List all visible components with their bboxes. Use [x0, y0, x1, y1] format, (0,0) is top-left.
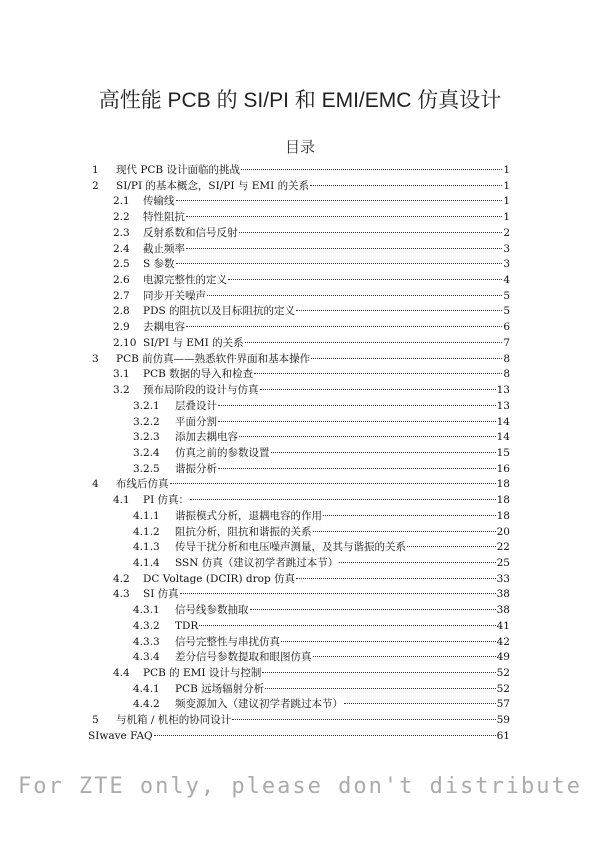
toc-entry[interactable] — [88, 493, 510, 509]
dot-leader — [232, 719, 495, 720]
toc-entry-number: 2.6 — [113, 274, 130, 287]
toc-entry-number: 1 — [92, 164, 99, 176]
toc-entry-page: 57 — [496, 698, 510, 711]
toc-entry-page: 14 — [496, 415, 510, 428]
toc-entry-number: 3.2.4 — [133, 446, 160, 459]
toc-entry[interactable] — [88, 697, 510, 713]
toc-entry-number: 4.4.1 — [133, 682, 160, 695]
watermark: For ZTE only, please don't distribute — [17, 774, 583, 799]
dot-leader — [239, 232, 503, 233]
toc-entry-page: 33 — [496, 572, 510, 585]
toc-entry[interactable] — [88, 304, 510, 320]
toc-entry-number: 2.9 — [113, 321, 130, 334]
toc-entry-page: 15 — [496, 446, 510, 459]
toc-entry-title: 层叠设计 — [175, 399, 217, 412]
dot-leader — [186, 216, 502, 217]
toc-entry[interactable] — [88, 273, 510, 289]
toc-entry-number: 3.2.5 — [133, 462, 160, 475]
toc-entry-title: 谐振分析 — [175, 462, 217, 475]
dot-leader — [218, 421, 496, 422]
dot-leader — [311, 358, 502, 359]
toc-entry[interactable] — [88, 635, 510, 651]
dot-leader — [228, 279, 502, 280]
dot-leader — [199, 625, 495, 626]
toc-entry-title: SI/PI 的基本概念，SI/PI 与 EMI 的关系 — [116, 179, 310, 192]
dot-leader — [186, 248, 502, 249]
dot-leader — [296, 310, 502, 311]
toc-entry-page: 16 — [496, 462, 510, 475]
toc-entry-title: 频变源加入（建议初学者跳过本节） — [175, 698, 343, 711]
toc-entry-number: 3.2.3 — [133, 431, 160, 444]
toc-entry-page: 25 — [496, 556, 510, 569]
toc-entry-title: 谐振模式分析，退耦电容的作用 — [175, 509, 322, 522]
dot-leader — [190, 499, 496, 500]
dot-leader — [239, 436, 496, 437]
toc-entry-page: 8 — [503, 352, 510, 365]
toc-entry-title: PDS 的阻抗以及目标阻抗的定义 — [143, 305, 296, 318]
dot-leader — [207, 295, 502, 296]
toc-entry-page: 18 — [496, 494, 510, 507]
dot-leader — [254, 373, 502, 374]
toc-entry-number: 4.1.4 — [133, 556, 160, 569]
toc-entry-number: 4.3 — [113, 588, 130, 601]
toc-entry-number: 4.1.1 — [133, 509, 160, 522]
toc-entry-title: 传导干扰分析和电压噪声测量，及其与谐振的关系 — [175, 541, 406, 554]
dot-leader — [407, 546, 496, 547]
toc-entry-number: 4.3.2 — [133, 619, 160, 632]
toc-entry-page: 3 — [503, 258, 510, 271]
dot-leader — [176, 263, 503, 264]
dot-leader — [310, 185, 502, 186]
toc-entry-title: PI 仿真： — [143, 494, 190, 507]
toc-entry[interactable] — [88, 619, 510, 635]
toc-entry-page: 49 — [496, 651, 510, 664]
toc-entry-title: 阻抗分析，阻抗和谐振的关系 — [175, 525, 312, 538]
toc-entry-title: SIwave FAQ — [88, 729, 153, 742]
dot-leader — [218, 468, 496, 469]
toc-entry[interactable] — [88, 572, 510, 588]
toc-entry-number: 2.4 — [113, 242, 130, 255]
toc-entry-page: 61 — [496, 729, 510, 742]
dot-leader — [218, 405, 496, 406]
toc-entry-page: 59 — [496, 714, 510, 727]
dot-leader — [313, 656, 496, 657]
toc-entry-number: 4.1.2 — [133, 525, 160, 538]
toc-entry[interactable] — [88, 210, 510, 226]
toc-entry-number: 2.1 — [113, 195, 130, 208]
toc-entry[interactable] — [88, 477, 510, 493]
toc-entry-title: SI/PI 与 EMI 的关系 — [143, 336, 244, 349]
dot-leader — [154, 735, 496, 736]
toc-entry-page: 22 — [496, 541, 510, 554]
dot-leader — [344, 703, 496, 704]
dot-leader — [260, 389, 496, 390]
toc-entry[interactable] — [88, 446, 510, 462]
dot-leader — [271, 452, 496, 453]
dot-leader — [296, 578, 496, 579]
dot-leader — [323, 515, 496, 516]
toc-entry-number: 4.1 — [113, 494, 130, 507]
toc-entry-title: 差分信号参数提取和眼图仿真 — [175, 651, 312, 664]
toc-entry-title: 电源完整性的定义 — [143, 274, 227, 287]
toc-entry[interactable] — [88, 462, 510, 478]
dot-leader — [313, 531, 496, 532]
toc-entry-number: 3.1 — [113, 368, 130, 381]
toc-entry-title: 截止频率 — [143, 242, 185, 255]
dot-leader — [176, 200, 503, 201]
toc-entry-number: 4.3.1 — [133, 604, 160, 617]
toc-entry-page: 1 — [503, 179, 510, 192]
toc-entry-title: 同步开关噪声 — [143, 289, 206, 302]
toc-entry-number: 4.3.3 — [133, 635, 160, 648]
toc-entry-title: SSN 仿真（建议初学者跳过本节） — [175, 556, 339, 569]
toc-entry-page: 2 — [503, 226, 510, 239]
toc-entry-number: 3.2.2 — [133, 415, 160, 428]
toc-entry-page: 41 — [496, 619, 510, 632]
toc-entry-page: 5 — [503, 305, 510, 318]
toc-entry[interactable] — [88, 352, 510, 368]
toc-entry[interactable] — [88, 336, 510, 352]
toc-entry-number: 4.1.3 — [133, 541, 160, 554]
toc-entry-title: 去耦电容 — [143, 321, 185, 334]
toc-entry-title: 传输线 — [143, 195, 175, 208]
toc-entry-number: 2.8 — [113, 305, 130, 318]
dot-leader — [281, 641, 496, 642]
toc-entry-title: 特性阻抗 — [143, 211, 185, 224]
table-of-contents — [88, 163, 510, 745]
toc-entry-page: 1 — [503, 164, 510, 176]
toc-entry-page: 7 — [503, 336, 510, 349]
toc-entry-page: 18 — [496, 478, 510, 491]
toc-entry-number: 4.2 — [113, 572, 130, 585]
toc-entry-number: 3.2 — [113, 384, 130, 397]
toc-entry-number: 2.2 — [113, 211, 130, 224]
toc-entry-title: 添加去耦电容 — [175, 431, 238, 444]
toc-entry-page: 20 — [496, 525, 510, 538]
dot-leader — [339, 562, 495, 563]
dot-leader — [180, 593, 496, 594]
toc-entry-title: 预布局阶段的设计与仿真 — [143, 384, 259, 397]
dot-leader — [170, 483, 496, 484]
toc-entry[interactable] — [88, 587, 510, 603]
toc-entry-number: 2.3 — [113, 226, 130, 239]
toc-entry-page: 6 — [503, 321, 510, 334]
toc-entry[interactable] — [88, 430, 510, 446]
toc-entry[interactable] — [88, 556, 510, 572]
toc-entry-title: PCB 数据的导入和检查 — [143, 368, 254, 381]
toc-entry[interactable] — [88, 682, 510, 698]
toc-entry-page: 13 — [496, 384, 510, 397]
toc-entry[interactable] — [88, 383, 510, 399]
toc-entry-title: 反射系数和信号反射 — [143, 226, 238, 239]
toc-entry[interactable] — [88, 367, 510, 383]
toc-entry[interactable] — [88, 509, 510, 525]
toc-entry[interactable] — [88, 320, 510, 336]
toc-entry-title: TDR — [175, 619, 199, 632]
toc-entry-page: 13 — [496, 399, 510, 412]
toc-entry-number: 5 — [92, 714, 99, 727]
dot-leader — [186, 326, 502, 327]
toc-entry-number: 4.4 — [113, 667, 130, 679]
toc-entry-title: 布线后仿真 — [116, 478, 169, 491]
toc-entry-number: 2 — [92, 179, 99, 192]
toc-entry-page: 4 — [503, 274, 510, 287]
toc-entry-title: 平面分割 — [175, 415, 217, 428]
toc-entry-page: 3 — [503, 242, 510, 255]
toc-entry-page: 5 — [503, 289, 510, 302]
toc-entry-number: 2.7 — [113, 289, 130, 302]
toc-entry-page: 1 — [503, 211, 510, 224]
toc-entry[interactable] — [88, 415, 510, 431]
toc-entry-title: PCB 前仿真——熟悉软件界面和基本操作 — [116, 352, 311, 365]
toc-entry-page: 38 — [496, 588, 510, 601]
toc-entry-title: 仿真之前的参数设置 — [175, 446, 270, 459]
toc-entry[interactable] — [88, 729, 510, 745]
toc-entry-title: 信号完整性与串扰仿真 — [175, 635, 280, 648]
toc-entry[interactable] — [88, 650, 510, 666]
toc-entry-title: 信号线参数抽取 — [175, 604, 249, 617]
toc-entry-page: 14 — [496, 431, 510, 444]
toc-entry-title: 与机箱 / 机柜的协同设计 — [116, 714, 232, 727]
toc-entry[interactable] — [88, 242, 510, 258]
dot-leader — [250, 609, 496, 610]
toc-entry[interactable] — [88, 179, 510, 195]
toc-entry[interactable] — [88, 289, 510, 305]
toc-entry[interactable] — [88, 525, 510, 541]
toc-entry-page: 38 — [496, 604, 510, 617]
toc-entry-number: 2.5 — [113, 258, 130, 271]
toc-entry-title: PCB 的 EMI 设计与控制 — [143, 667, 262, 679]
toc-entry-page: 42 — [496, 635, 510, 648]
toc-entry-number: 3 — [92, 352, 99, 365]
toc-entry[interactable] — [88, 666, 510, 682]
document-title: 高性能 PCB 的 SI/PI 和 EMI/EMC 仿真设计 — [98, 89, 502, 112]
toc-entry-number: 4.4.2 — [133, 698, 160, 711]
toc-heading: 目录 — [284, 138, 315, 156]
dot-leader — [245, 342, 503, 343]
toc-entry-page: 52 — [496, 682, 510, 695]
toc-entry-page: 1 — [503, 195, 510, 208]
toc-entry-number: 4 — [92, 478, 99, 491]
toc-entry-page: 18 — [496, 509, 510, 522]
toc-entry-number: 3.2.1 — [133, 399, 160, 412]
toc-entry-page: 52 — [496, 667, 510, 679]
dot-leader — [265, 688, 495, 689]
toc-entry[interactable] — [88, 163, 510, 179]
toc-entry[interactable] — [88, 257, 510, 273]
toc-entry-title: SI 仿真 — [143, 588, 179, 601]
toc-entry-title: S 参数 — [143, 258, 175, 271]
toc-entry[interactable] — [88, 399, 510, 415]
toc-entry-title: PCB 远场辐射分析 — [175, 682, 265, 695]
toc-entry-number: 4.3.4 — [133, 651, 160, 664]
toc-entry-number: 2.10 — [113, 336, 137, 349]
toc-entry[interactable] — [88, 603, 510, 619]
toc-entry[interactable] — [88, 540, 510, 556]
dot-leader — [262, 672, 495, 673]
toc-entry[interactable] — [88, 194, 510, 210]
toc-entry-page: 8 — [503, 368, 510, 381]
dot-leader — [241, 169, 502, 170]
toc-entry[interactable] — [88, 713, 510, 729]
toc-entry-title: 现代 PCB 设计面临的挑战 — [116, 164, 240, 176]
toc-entry-title: DC Voltage (DCIR) drop 仿真 — [143, 572, 295, 585]
toc-entry[interactable] — [88, 226, 510, 242]
